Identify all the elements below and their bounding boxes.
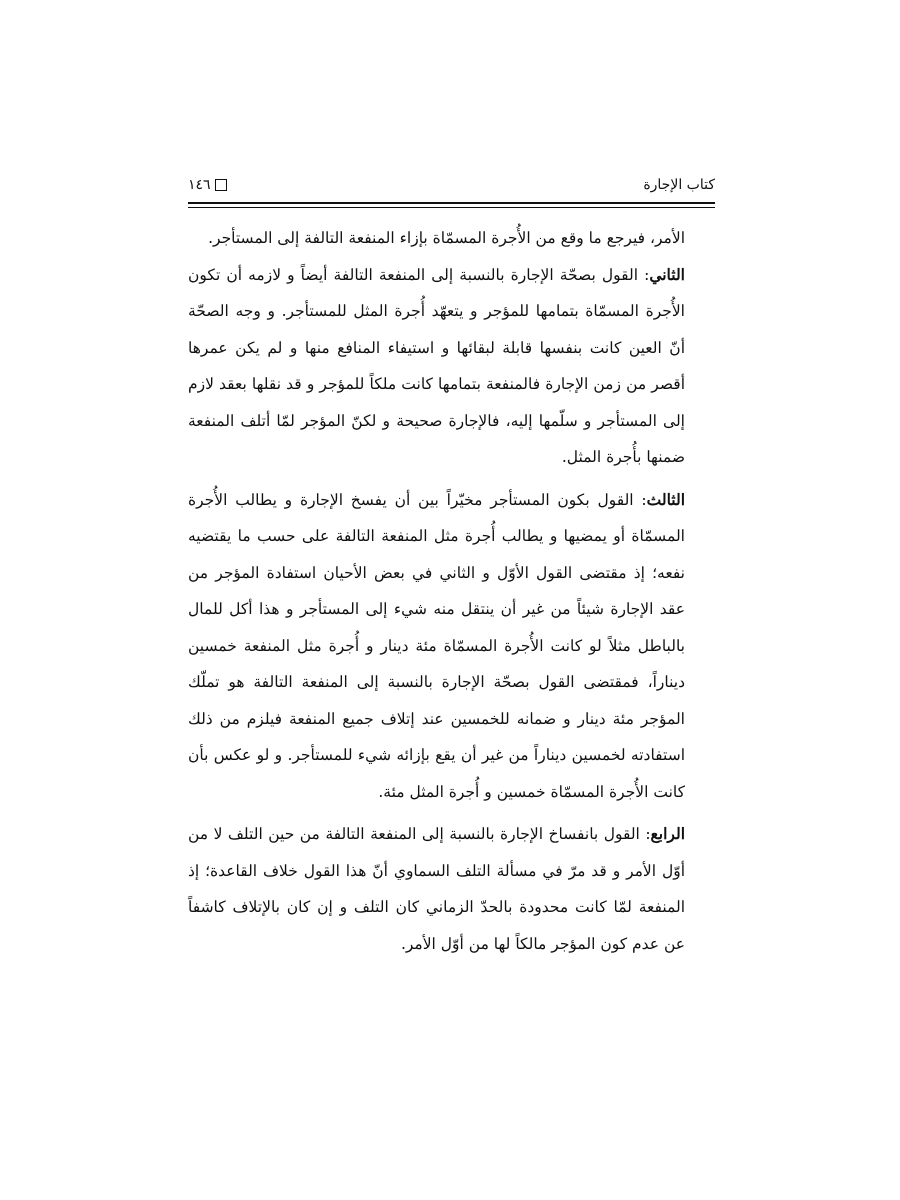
- paragraph-term: الثاني: [649, 264, 685, 284]
- paragraph-third-opinion: [188, 482, 715, 811]
- page-number-group: [188, 177, 227, 193]
- page-body: [188, 220, 715, 962]
- header-title: كتاب الإجارة: [643, 177, 715, 193]
- running-header: [188, 174, 715, 200]
- paragraph-fourth-opinion: [188, 816, 715, 962]
- paragraph-text: : القول بكون المستأجر مخيّراً بين أن يفسخ الإجارة و يطالب الأُجرة المسمّاة أو يمضيها و يطالب أُجرة مثل المنفعة التالفة على حسب ما يقتضيه نفعه؛ إذ مقتضى القول الأوّل و الثاني في بعض الأحيان استفادة المؤجر من عقد الإجارة شيئاً من غير أن ينتقل منه شيء إلى المستأجر و هذا أكل للمال بالباطل مثلاً لو كانت الأُجرة المسمّاة مئة دينار و أُجرة مثل المنفعة خمسين ديناراً، فمقتضى القول بصحّة الإجارة بالنسبة إلى المنفعة التالفة هو تملّك المؤجر مئة دينار و ضمانه للخمسين عند إتلاف جميع المنفعة فيلزم من ذلك استفادته لخمسين ديناراً من غير أن يقع بإزائه شيء للمستأجر. و لو عكس بأن كانت الأُجرة المسمّاة خمسين و أُجرة المثل مئة.: [188, 490, 685, 801]
- header-rule-thick: [188, 202, 715, 204]
- header-rule-thin: [188, 207, 715, 208]
- paragraph-continuation: [188, 220, 715, 257]
- paragraph-text: الأمر، فيرجع ما وقع من الأُجرة المسمّاة بإزاء المنفعة التالفة إلى المستأجر.: [208, 229, 685, 247]
- square-box-icon: [215, 179, 227, 191]
- paragraph-term: الثالث: [646, 489, 685, 509]
- paragraph-term: الرابع: [650, 824, 685, 843]
- paragraph-second-opinion: [188, 257, 715, 476]
- paragraph-text: : القول بانفساخ الإجارة بالنسبة إلى المنفعة التالفة من حين التلف لا من أوّل الأمر و قد مرّ في مسألة التلف السماوي أنّ هذا القول خلاف القاعدة؛ إذ المنفعة لمّا كانت محدودة بالحدّ الزماني كان التلف و إن كان بالإتلاف كاشفاً عن عدم كون المؤجر مالكاً لها من أوّل الأمر.: [188, 825, 685, 953]
- book-page: [188, 174, 715, 962]
- page-number: ١٤٦: [188, 177, 211, 193]
- paragraph-text: : القول بصحّة الإجارة بالنسبة إلى المنفعة التالفة أيضاً و لازمه أن تكون الأُجرة المسمّاة بتمامها للمؤجر و يتعهّد أُجرة المثل للمستأجر. و وجه الصحّة أنّ العين كانت بنفسها قابلة لبقائها و استيفاء المنافع منها و لم يكن عمرها أقصر من زمن الإجارة فالمنفعة بتمامها كانت ملكاً للمؤجر و قد نقلها بعقد لازم إلى المستأجر و سلّمها إليه، فالإجارة صحيحة و لكنّ المؤجر لمّا أتلف المنفعة ضمنها بأُجرة المثل.: [188, 265, 685, 466]
